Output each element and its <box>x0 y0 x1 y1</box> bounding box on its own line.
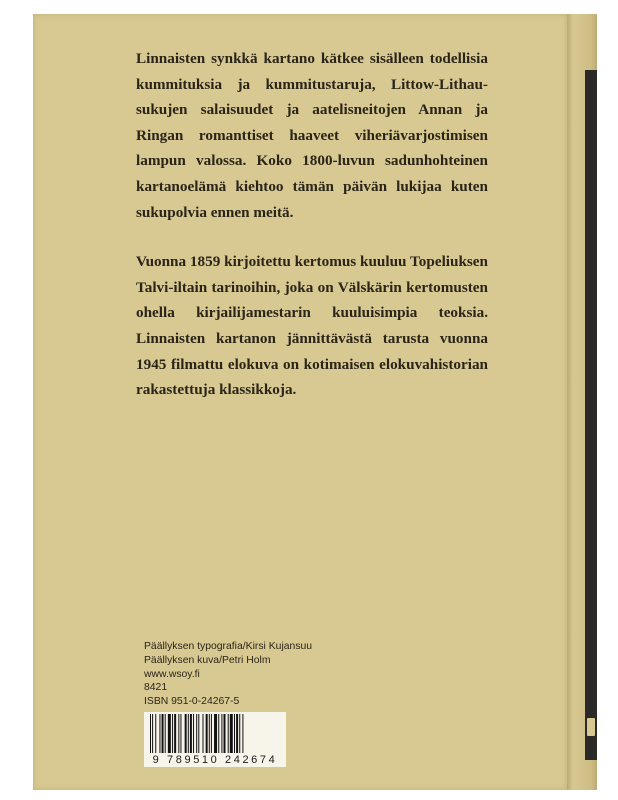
barcode-bars <box>148 714 282 754</box>
blurb-paragraph-1: Linnaisten synkkä kartano kätkee sisälleen todellisia kummituksia ja kummitustaruja, Littow-Lithau-sukujen salaisuudet ja aatelisneitojen Annan ja Ringan romanttiset haaveet viheriävarjostimisen lampun valossa. Koko 1800-luvun sadunhohteinen kartanoelämä kiehtoo tämän päivän lukijaa kuten sukupolvia ennen meitä. <box>136 50 488 221</box>
spine-logo-mark <box>587 718 595 736</box>
typography-credit: Päällyksen typografia/Kirsi Kujansuu <box>144 641 313 652</box>
blurb-paragraph-2: Vuonna 1859 kirjoitettu kertomus kuuluu Topeliuksen Talvi-iltain tarinoihin, joka on Välskärin kertomusten ohella kirjailijamestarin kuuluisimpia teoksia. Linnaisten kartanon jännittävästä tarusta vuonna 1945 filmattu elokuva on kotimaisen elokuvahistorian rakastettuja klassikkoja. <box>136 253 488 399</box>
spine-dark-strip <box>585 70 597 760</box>
publisher-website: www.wsoy.fi <box>144 668 200 680</box>
back-cover-blurb <box>136 46 488 427</box>
isbn-number: ISBN 951-0-24267-5 <box>144 696 240 708</box>
product-code: 8421 <box>144 682 168 694</box>
barcode-digits: 9 789510 242674 <box>144 753 286 767</box>
cover-image-credit: Päällyksen kuva/Petri Holm <box>144 654 271 666</box>
barcode-icon <box>144 712 286 754</box>
publication-credits <box>144 640 312 709</box>
